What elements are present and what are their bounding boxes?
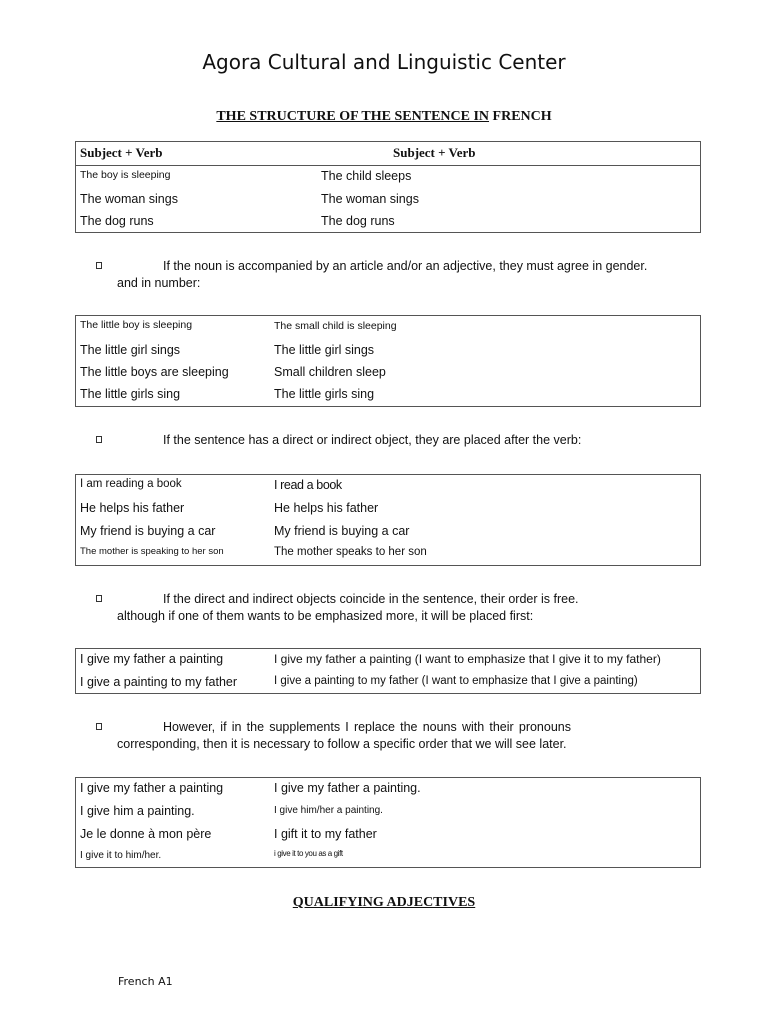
page-footer: French A1 bbox=[118, 975, 173, 988]
bullet-icon bbox=[96, 262, 102, 269]
table-header-row bbox=[76, 142, 700, 166]
bullet-note-pronouns bbox=[96, 719, 576, 755]
table-header-cell: Subject + Verb bbox=[80, 145, 163, 160]
table-cell: I give it to him/her. bbox=[80, 850, 162, 861]
table-cell: I give him/her a painting. bbox=[274, 805, 383, 816]
table-cell: The child sleeps bbox=[321, 169, 412, 183]
table-cell: The boy is sleeping bbox=[80, 169, 171, 181]
table-cell: The dog runs bbox=[321, 214, 395, 228]
table-cell: I give him a painting. bbox=[80, 804, 195, 818]
note-line: However, if in the supplements I replace the nouns with their pronouns bbox=[163, 720, 571, 734]
table-cell: The little girls sing bbox=[274, 387, 375, 401]
bullet-icon bbox=[96, 436, 102, 443]
table-cell: The woman sings bbox=[321, 192, 419, 206]
table-agreement-examples bbox=[75, 315, 701, 407]
table-cell: The little girls sing bbox=[80, 387, 181, 401]
table-cell: Small children sleep bbox=[274, 365, 386, 379]
table-cell: My friend is buying a car bbox=[80, 524, 216, 538]
table-subject-verb bbox=[75, 141, 701, 233]
table-cell: The woman sings bbox=[80, 192, 178, 206]
table-emphasis-examples bbox=[75, 648, 701, 694]
table-cell: The little boy is sleeping bbox=[80, 319, 193, 331]
section-title-rest: FRENCH bbox=[489, 109, 552, 124]
bullet-note-agreement bbox=[96, 258, 648, 294]
table-cell: The mother speaks to her son bbox=[274, 546, 427, 558]
bullet-note-order-free bbox=[96, 591, 579, 627]
table-cell: I give my father a painting bbox=[80, 781, 224, 795]
note-line: If the noun is accompanied by an article and/or an adjective, they must agree in gender. bbox=[163, 259, 648, 273]
table-cell: I give my father a painting. bbox=[274, 781, 421, 795]
bullet-icon bbox=[96, 723, 102, 730]
table-pronoun-examples bbox=[75, 777, 701, 868]
note-line: although if one of them wants to be emphasized more, it will be placed first: bbox=[117, 609, 534, 623]
table-cell: i give it to you as a gift bbox=[274, 849, 343, 858]
table-cell: He helps his father bbox=[80, 501, 185, 515]
table-cell: The little boys are sleeping bbox=[80, 365, 229, 379]
note-line: corresponding, then it is necessary to follow a specific order that we will see later. bbox=[117, 737, 567, 751]
section-title-underlined: THE STRUCTURE OF THE SENTENCE IN bbox=[216, 109, 490, 124]
table-cell: The small child is sleeping bbox=[274, 320, 397, 332]
document-title: Agora Cultural and Linguistic Center bbox=[202, 50, 566, 74]
bullet-icon bbox=[96, 595, 102, 602]
table-cell: The little girl sings bbox=[80, 343, 181, 357]
note-line: and in number: bbox=[117, 276, 201, 290]
table-cell: Je le donne à mon père bbox=[80, 827, 212, 841]
table-cell: I give a painting to my father bbox=[80, 675, 238, 689]
section-title-qualifying-adjectives: QUALIFYING ADJECTIVES bbox=[292, 895, 476, 910]
table-cell: The little girl sings bbox=[274, 343, 375, 357]
table-cell: I give my father a painting (I want to emphasize that I give it to my father) bbox=[274, 652, 661, 666]
table-cell: I read a book bbox=[274, 478, 342, 492]
table-cell: I gift it to my father bbox=[274, 827, 377, 841]
table-cell: The mother is speaking to her son bbox=[80, 546, 224, 557]
table-cell: He helps his father bbox=[274, 501, 379, 515]
note-line: If the direct and indirect objects coincide in the sentence, their order is free. bbox=[163, 592, 579, 606]
table-cell: I give my father a painting bbox=[80, 652, 224, 666]
section-title-sentence-structure bbox=[0, 109, 768, 125]
table-cell: I give a painting to my father (I want to emphasize that I give a painting) bbox=[274, 675, 638, 687]
table-object-examples bbox=[75, 474, 701, 566]
table-header-cell: Subject + Verb bbox=[393, 145, 476, 160]
bullet-note-object-placement bbox=[96, 432, 582, 450]
table-cell: I am reading a book bbox=[80, 478, 182, 490]
table-cell: The dog runs bbox=[80, 214, 154, 228]
table-cell: My friend is buying a car bbox=[274, 524, 410, 538]
note-line: If the sentence has a direct or indirect object, they are placed after the verb: bbox=[163, 433, 582, 447]
